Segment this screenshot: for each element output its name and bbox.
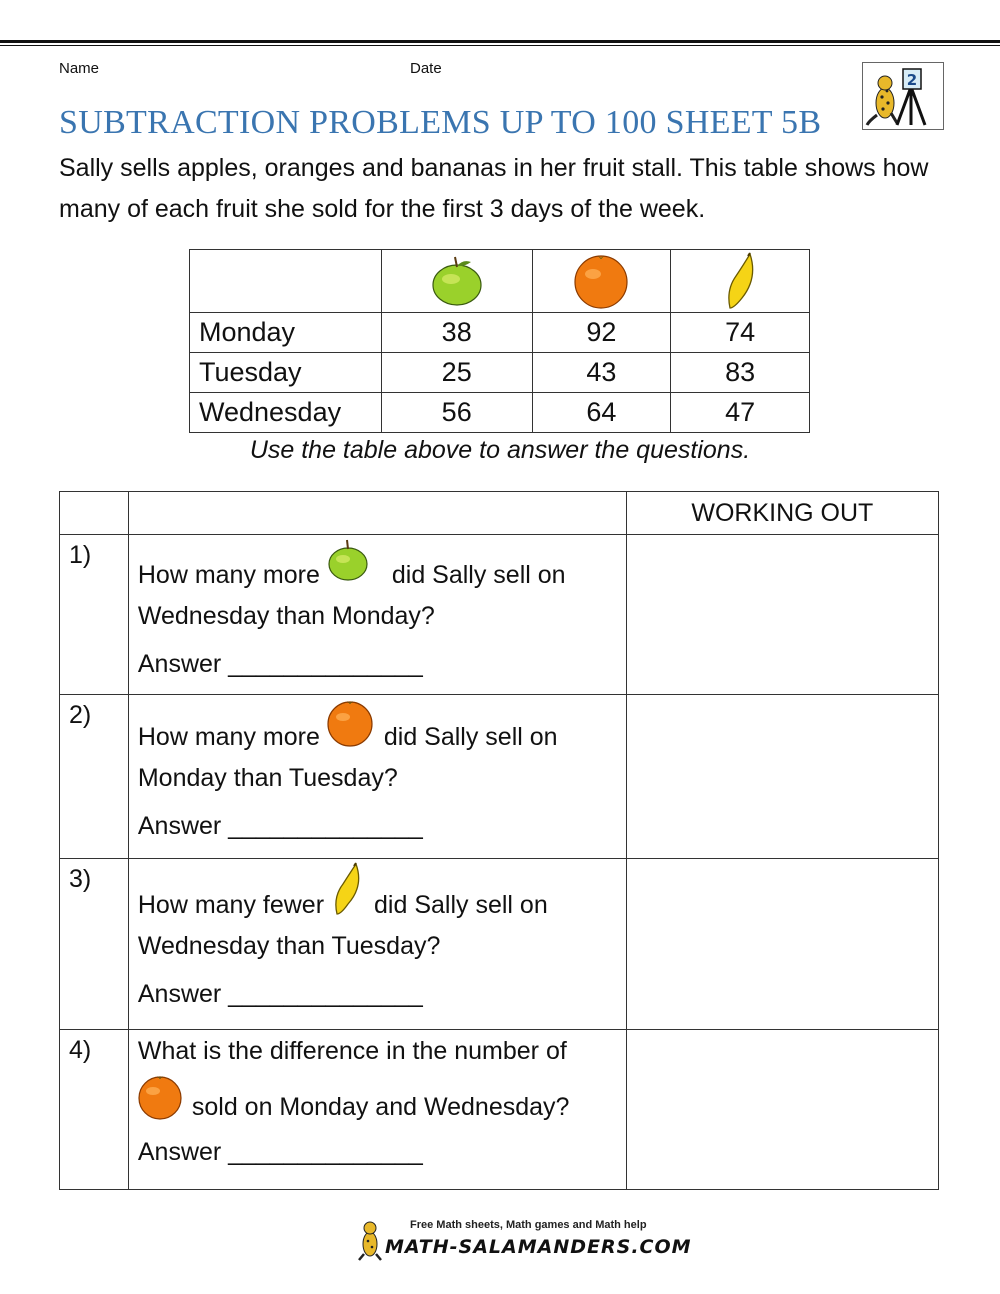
day-cell: Monday <box>190 313 382 353</box>
banana-icon <box>328 860 366 918</box>
orange-value: 92 <box>532 313 671 353</box>
answer-blank: Answer ______________ <box>137 1138 423 1166</box>
question-row <box>60 695 939 859</box>
banana-column-header <box>671 250 810 313</box>
question-text: did Sally sell on <box>391 561 566 589</box>
question-cell <box>128 1030 626 1190</box>
answer-blank: Answer ______________ <box>137 980 423 1008</box>
page-title: SUBTRACTION PROBLEMS UP TO 100 SHEET 5B <box>59 104 822 141</box>
fruit-table-row <box>190 353 810 393</box>
orange-value: 64 <box>532 393 671 433</box>
top-rule <box>0 40 1000 46</box>
orange-column-header <box>532 250 671 313</box>
logo-grade: 2 <box>906 71 918 89</box>
question-number: 3) <box>60 859 129 1030</box>
question-row <box>60 859 939 1030</box>
name-label: Name <box>59 60 100 77</box>
table-caption: Use the table above to answer the questions. <box>249 436 751 464</box>
orange-icon <box>326 698 378 748</box>
working-out-cell[interactable] <box>626 695 938 859</box>
question-number: 2) <box>60 695 129 859</box>
working-out-cell[interactable] <box>626 1030 938 1190</box>
banana-value: 74 <box>671 313 810 353</box>
question-text: did Sally sell on <box>374 891 548 919</box>
orange-icon <box>573 253 629 309</box>
question-row <box>60 535 939 695</box>
footer-brand[interactable]: MATH-SALAMANDERS.COM <box>385 1236 692 1258</box>
orange-value: 43 <box>532 353 671 393</box>
fruit-table-row <box>190 313 810 353</box>
empty-header-cell <box>128 492 626 535</box>
apple-value: 25 <box>381 353 532 393</box>
salamander-logo <box>862 62 944 130</box>
footer-tagline: Free Math sheets, Math games and Math help <box>410 1219 647 1231</box>
banana-value: 83 <box>671 353 810 393</box>
questions-table <box>59 491 939 1190</box>
fruit-sales-table <box>189 249 810 433</box>
question-text: What is the difference in the number of <box>137 1037 567 1065</box>
fruit-table-row <box>190 393 810 433</box>
empty-header-cell <box>60 492 129 535</box>
fruit-table-header-row <box>190 250 810 313</box>
intro-text: Sally sells apples, oranges and bananas in her fruit stall. This table shows how many of each fruit she sold for the first 3 days of the week. <box>59 154 929 223</box>
question-cell <box>128 695 626 859</box>
banana-icon <box>720 250 760 312</box>
question-text: How many more <box>137 561 320 589</box>
question-text: How many more <box>137 723 320 751</box>
question-number: 4) <box>60 1030 129 1190</box>
question-text: Monday than Tuesday? <box>137 764 398 792</box>
apple-icon <box>429 253 485 309</box>
apple-value: 38 <box>381 313 532 353</box>
salamander-icon <box>355 1216 385 1262</box>
working-out-cell[interactable] <box>626 859 938 1030</box>
answer-blank: Answer ______________ <box>137 650 423 678</box>
question-row <box>60 1030 939 1190</box>
question-cell <box>128 535 626 695</box>
question-text: sold on Monday and Wednesday? <box>191 1093 570 1121</box>
day-cell: Wednesday <box>190 393 382 433</box>
question-text: did Sally sell on <box>383 723 558 751</box>
question-number: 1) <box>60 535 129 695</box>
apple-value: 56 <box>381 393 532 433</box>
apple-icon <box>326 536 386 584</box>
question-text: How many fewer <box>137 891 325 919</box>
salamander-icon <box>863 63 943 129</box>
working-out-cell[interactable] <box>626 535 938 695</box>
orange-icon <box>138 1074 186 1120</box>
working-out-header: WORKING OUT <box>626 492 938 535</box>
banana-value: 47 <box>671 393 810 433</box>
answer-blank: Answer ______________ <box>137 812 423 840</box>
question-cell <box>128 859 626 1030</box>
question-text: Wednesday than Monday? <box>137 602 435 630</box>
question-text: Wednesday than Tuesday? <box>137 932 441 960</box>
questions-header-row <box>60 492 939 535</box>
apple-column-header <box>381 250 532 313</box>
date-label: Date <box>410 60 442 77</box>
day-cell: Tuesday <box>190 353 382 393</box>
empty-header-cell <box>190 250 382 313</box>
